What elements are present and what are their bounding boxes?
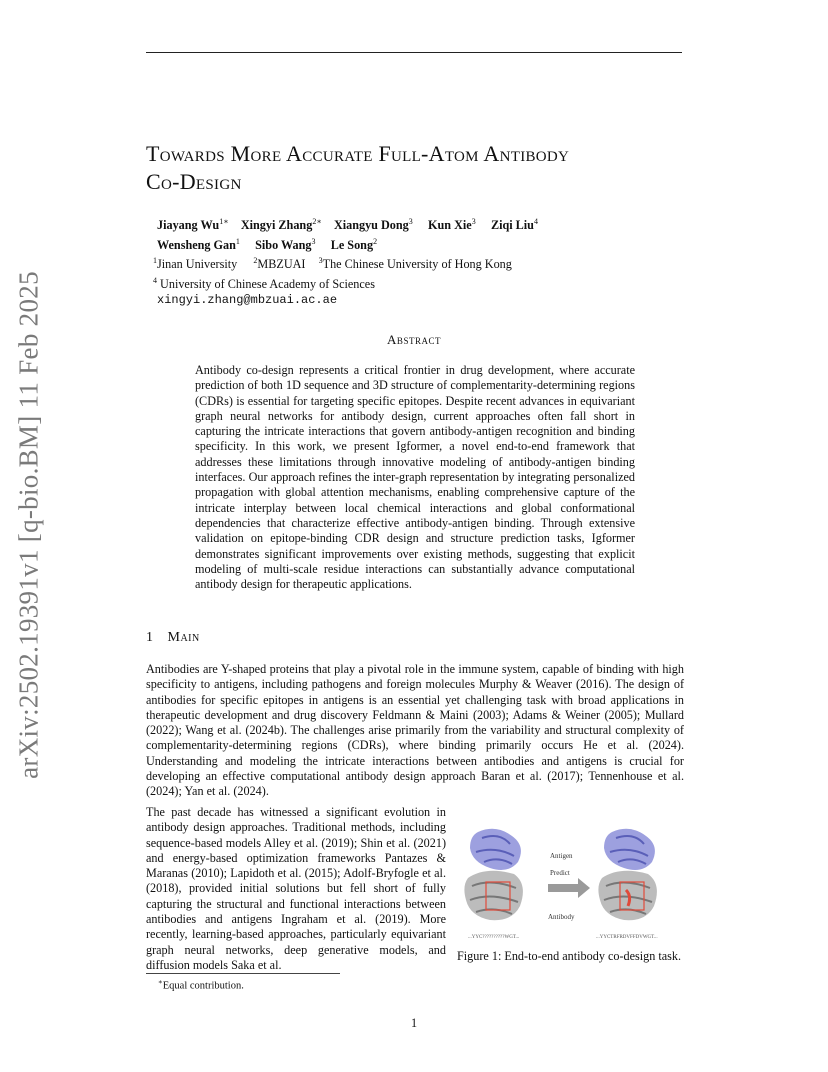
figure-caption: Figure 1: End-to-end antibody co-design task. — [457, 949, 682, 963]
author-name: Kun Xie — [428, 218, 472, 233]
footnote-mark: ∗ — [158, 978, 163, 986]
affiliation-sup: 4 — [153, 275, 157, 285]
header-rule — [146, 52, 682, 53]
affiliation-sup: 2 — [253, 256, 258, 266]
affiliation: The Chinese University of Hong Kong — [322, 257, 512, 272]
author-sup: 1 — [235, 236, 240, 246]
affiliation-sup: 3 — [318, 256, 323, 266]
footnote — [158, 978, 244, 992]
abstract-text: Antibody co-design represents a critical frontier in drug development, where accurate prediction of both 1D sequence and 3D structure of complementarity-determining regions (CDRs) is essential for targeting specific epitopes. Despite recent advances in equivariant graph neural networks for antibody design, current approaches often fall short in capturing the intricate interactions that govern antibody-antigen recognition and binding specificity. In this work, we present Igformer, a novel end-to-end framework that addresses these limitations through innovative modeling of antibody-antigen binding interfaces. Our approach refines the inter-graph representation by integrating personalized propagation with global attention mechanisms, enabling comprehensive capture of the intricate interplay between local chemical interactions and global conformational dependencies that characterize effective antibody-antigen binding. Through extensive validation on epitope-binding CDR design and structure prediction tasks, Igformer demonstrates significant improvements over existing methods, suggesting that explicit modeling of multi-scale residue interactions can substantially advance computational antibody design for therapeutic applications. — [195, 363, 635, 592]
paper-title — [146, 140, 706, 196]
abstract-heading: Abstract — [387, 332, 441, 347]
label-antigen: Antigen — [550, 852, 573, 860]
affiliation: Jinan University — [157, 257, 238, 272]
affiliation: University of Chinese Academy of Sciences — [157, 276, 375, 291]
figure-1 — [456, 822, 688, 944]
author-sup: 4 — [533, 217, 538, 226]
affiliation-sup: 1 — [153, 256, 157, 266]
affiliation: MBZUAI — [257, 257, 306, 272]
page-number: 1 — [410, 1016, 418, 1030]
author-line-2 — [157, 234, 717, 254]
footnote-rule — [146, 973, 340, 974]
left-protein-structure — [464, 829, 523, 920]
label-antibody: Antibody — [548, 913, 575, 921]
author-name: Sibo Wang — [255, 237, 312, 252]
author-sup: 2∗ — [312, 217, 322, 226]
title-line-2: Co-Design — [146, 169, 242, 194]
section-number: 1 — [146, 630, 154, 645]
author-name: Wensheng Gan — [157, 237, 236, 252]
antibody-figure-illustration — [456, 822, 688, 944]
title-line-1: Towards More Accurate Full-Atom Antibody — [146, 141, 570, 166]
right-protein-structure — [598, 829, 657, 920]
affiliations-line-2 — [153, 273, 717, 293]
author-name: Xingyi Zhang — [240, 218, 313, 233]
predict-arrow — [548, 878, 590, 898]
author-sup: 3 — [408, 217, 413, 226]
author-line-1 — [157, 214, 717, 234]
author-name: Jiayang Wu — [157, 218, 220, 233]
label-predict: Predict — [550, 869, 570, 877]
author-name: Xiangyu Dong — [333, 218, 409, 233]
affiliations-line-1 — [153, 253, 717, 273]
sequence-predicted: ...YYCTRFRDVFFDVWGT... — [596, 935, 658, 940]
author-name: Ziqi Liu — [490, 218, 534, 233]
author-block — [153, 214, 717, 309]
body-paragraph-left-column: The past decade has witnessed a significant evolution in antibody design approaches. Traditional methods, including sequence-based models Alley et al. (2019); Shin et al. (2021) and energy-based optimization frameworks Pantazes & Maranas (2010); Lapidoth et al. (2015); Adolf-Bryfogle et al. (2018), provided initial solutions but fell short of fully capturing the structural and functional interactions between antibodies and antigens Ingraham et al. (2019). More recently, learning-based approaches, particularly equivariant graph neural networks, deep generative models, and diffusion models Saka et al. — [146, 805, 446, 972]
section-title: Main — [167, 630, 200, 645]
footnote-text: Equal contribution. — [162, 980, 244, 992]
author-sup: 1∗ — [219, 217, 229, 226]
author-name: Le Song — [330, 237, 374, 252]
author-sup: 2 — [373, 236, 378, 246]
section-heading — [146, 630, 200, 646]
author-sup: 3 — [311, 236, 316, 246]
body-paragraph: Antibodies are Y-shaped proteins that play a pivotal role in the immune system, capable of binding with high specificity to antigens, including pathogens and foreign molecules Murphy & Weaver (2016). The design of antibodies for specific epitopes in antigens is an essential yet challenging task with broad applications in therapeutic development and drug discovery Feldmann & Maini (2003); Adams & Weiner (2005); Mullard (2022); Wang et al. (2024b). The challenges arise primarily from the variability and structural complexity of complementarity-determining regions (CDRs), where binding primarily occurs He et al. (2024). Understanding and modeling the intricate interactions between antibodies and antigens is crucial for developing an effective computational antibody design approach Baran et al. (2017); Tennenhouse et al. (2024); Yan et al. (2024). — [146, 662, 684, 799]
contact-email[interactable]: xingyi.zhang@mbzuai.ac.ae — [157, 293, 338, 308]
sequence-unknown: ...YYC??????????WGT... — [468, 935, 520, 940]
arxiv-id: arXiv:2502.19391v1 [q-bio.BM] 11 Feb 2025 — [13, 271, 44, 779]
author-sup: 3 — [471, 217, 476, 226]
